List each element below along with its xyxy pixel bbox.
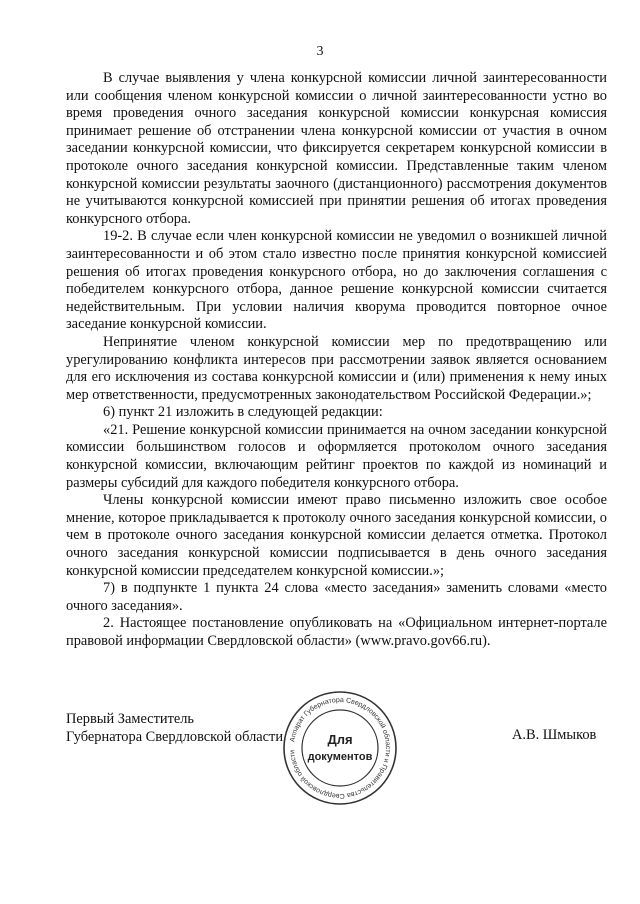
stamp-ring-text: Аппарат Губернатора Свердловской области и Правительства Свердловской области — [289, 696, 392, 800]
stamp-center-line2: документов — [307, 751, 373, 763]
paragraph: 7) в подпункте 1 пункта 24 слова «место заседания» заменить словами «место очного заседания». — [66, 580, 607, 614]
paragraph: 2. Настоящее постановление опубликовать на «Официальном интернет-портале правовой информации Свердловской области» (www.pravo.gov66.ru). — [66, 615, 607, 649]
stamp-center-line1: Для — [327, 732, 353, 747]
signer-name: А.В. Шмыков — [512, 727, 597, 743]
page-number: 3 — [316, 44, 324, 59]
stamp-inner-ring — [302, 710, 378, 786]
document-body — [66, 70, 607, 651]
paragraph: «21. Решение конкурсной комиссии принимается на очном заседании конкурсной комиссии большинством голосов и оформляется протоколом очного заседания конкурсной комиссии, включающим рейтинг проектов по каждой из номинаций и размеры субсидий для каждого победителя конкурсного отбора. — [66, 421, 607, 491]
paragraph: Члены конкурсной комиссии имеют право письменно изложить свое особое мнение, которое прикладывается к протоколу очного заседания конкурсной комиссии, о чем в протоколе очного заседания конкурсной комиссии делается отметка. Протокол очного заседания конкурсной комиссии подписывается в день очного заседания конкурсной комиссии председателем конкурсной комиссии.»; — [66, 492, 607, 579]
official-stamp — [280, 688, 400, 808]
signer-position-line1: Первый Заместитель — [66, 711, 194, 727]
signature-block — [66, 710, 283, 746]
paragraph: Непринятие членом конкурсной комиссии мер по предотвращению или урегулированию конфликта интересов при рассмотрении заявок является основанием для его исключения из состава конкурсной комиссии и (или) применения к нему иных мер ответственности, предусмотренных законодательством Российской Федерации.»; — [66, 333, 607, 403]
paragraph: В случае выявления у члена конкурсной комиссии личной заинтересованности или сообщения членом конкурсной комиссии о личной заинтересованности устно во время проведения очного заседания конкурсной комиссии конкурсная комиссия принимает решение об отстранении члена конкурсной комиссии от участия в очном заседании конкурсной комиссии, что фиксируется секретарем конкурсной комиссии в протоколе очного заседания конкурсной комиссии. Представленные таким членом конкурсной комиссии результаты заочного (дистанционного) рассмотрения документов не учитываются конкурсной комиссией при принятии решения об итогах проведения конкурсного отбора. — [66, 70, 607, 227]
paragraph: 19-2. В случае если член конкурсной комиссии не уведомил о возникшей личной заинтересованности и об этом стало известно после принятия конкурсной комиссией решения об итогах проведения конкурсного отбора, но до заключения соглашения с победителем конкурсного отбора, данное решение конкурсной комиссии считается недействительным. При условии наличия кворума проводится повторное очное заседание конкурсной комиссии. — [66, 228, 607, 333]
stamp-outer-ring — [284, 692, 396, 804]
signer-position-line2: Губернатора Свердловской области — [66, 729, 284, 745]
paragraph: 6) пункт 21 изложить в следующей редакции: — [103, 404, 383, 421]
